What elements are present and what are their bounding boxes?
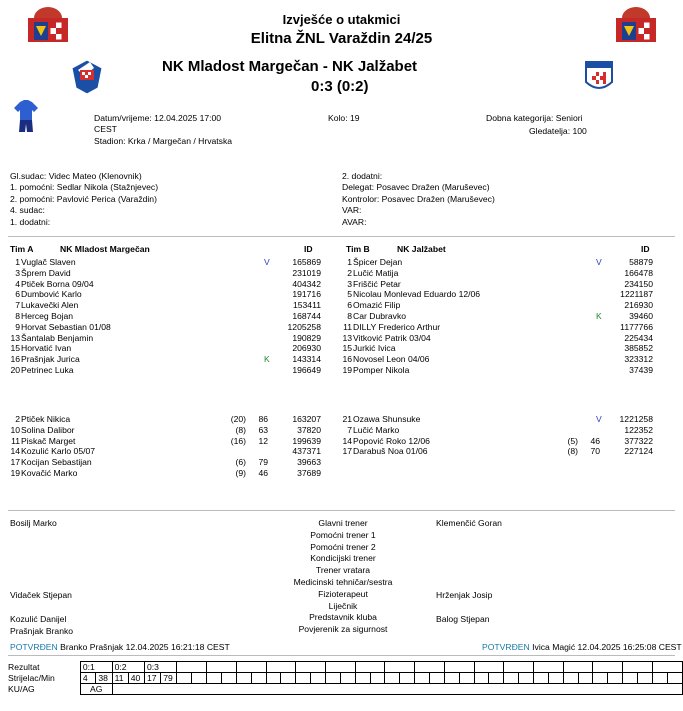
- player-row: [332, 322, 652, 333]
- empty-cell: [593, 673, 608, 684]
- team-a-id-header: ID: [304, 244, 313, 254]
- scorer-label: Strijelac/Min: [8, 673, 55, 683]
- empty-cell: [534, 662, 564, 673]
- player-number: 7: [347, 424, 352, 435]
- player-row: [332, 300, 652, 311]
- team-a-confirmation: [10, 642, 230, 652]
- player-id: 216930: [624, 300, 653, 311]
- player-name: Darabuš Noa 01/06: [353, 446, 428, 457]
- age-category: Dobna kategorija: Seniori: [486, 113, 583, 123]
- result-cell: 0:1: [80, 662, 112, 673]
- player-name: Pomper Nikola: [353, 365, 410, 375]
- sub-replaced: (6): [235, 457, 246, 468]
- officials-right: [342, 171, 495, 228]
- empty-cell: [207, 662, 237, 673]
- goalkeeper-mark: V: [596, 414, 602, 424]
- staff-role: Kondicijski trener: [310, 553, 376, 564]
- team-a-club-rep: Kozulić Danijel: [10, 614, 67, 624]
- player-number: 3: [15, 267, 20, 278]
- player-name: Omazić Filip: [353, 300, 401, 311]
- player-row: [332, 311, 652, 322]
- player-name: Lučić Matija: [353, 267, 399, 278]
- player-id: 166478: [624, 267, 653, 278]
- result-cell: 0:2: [112, 662, 144, 673]
- player-name: Horvat Sebastian 01/08: [21, 321, 111, 332]
- player-id: 385852: [624, 343, 653, 354]
- sub-minute: 46: [258, 468, 268, 478]
- sub-player-row: [332, 436, 652, 447]
- player-name: Horvatić Ivan: [21, 343, 72, 354]
- player-name: Lučić Marko: [353, 424, 400, 435]
- player-row: [0, 354, 320, 365]
- player-name: Špicer Dejan: [353, 257, 403, 267]
- sub-replaced: (16): [230, 435, 246, 446]
- divider: [8, 510, 675, 511]
- empty-cell: [652, 662, 682, 673]
- player-name: Vitković Patrik 03/04: [353, 332, 431, 343]
- empty-cell: [355, 662, 385, 673]
- empty-cell: [400, 673, 415, 684]
- player-id: 168744: [292, 311, 321, 321]
- scorer-cell: 40: [128, 673, 144, 684]
- goalkeeper-mark: V: [596, 257, 602, 267]
- player-id: 199639: [292, 435, 321, 446]
- sub-player-row: [0, 425, 320, 436]
- staff-role: Povjerenik za sigurnost: [298, 624, 388, 635]
- staff-role: Pomoćni trener 2: [310, 541, 376, 552]
- captain-mark: K: [596, 311, 602, 321]
- empty-cell: [340, 673, 355, 684]
- player-id: 234150: [624, 278, 653, 289]
- player-number: 7: [15, 300, 20, 311]
- scorer-cell: 11: [112, 673, 128, 684]
- empty-cell: [281, 673, 296, 684]
- empty-cell: [504, 662, 534, 673]
- result-label: Rezultat: [8, 662, 40, 672]
- official-row: 1. dodatni:: [10, 216, 51, 227]
- empty-cell: [563, 673, 578, 684]
- player-number: 14: [342, 435, 352, 446]
- ku-ag-label: KU/AG: [8, 684, 35, 694]
- sub-replaced: (20): [230, 414, 246, 424]
- empty-cell: [266, 662, 296, 673]
- empty-cell: [444, 673, 459, 684]
- empty-cell: [296, 662, 326, 673]
- player-id: 37689: [297, 468, 321, 478]
- player-number: 17: [10, 457, 20, 468]
- empty-cell: [474, 662, 504, 673]
- team-b-id-header: ID: [641, 244, 650, 254]
- player-number: 11: [343, 321, 352, 332]
- official-row: Kontrolor: Posavec Dražen (Maruševec): [342, 193, 495, 204]
- player-id: 1221258: [619, 414, 653, 424]
- player-name: Kocijan Sebastijan: [21, 457, 92, 468]
- player-id: 37820: [297, 424, 321, 435]
- empty-cell: [355, 673, 370, 684]
- confirmed-tag: POTVRĐEN: [482, 642, 530, 652]
- player-id: 196649: [292, 365, 321, 375]
- confirmation-text: Branko Prašnjak 12.04.2025 16:21:18 CEST: [60, 642, 230, 652]
- empty-cell: [326, 662, 356, 673]
- player-id: 165869: [292, 257, 321, 267]
- staff-roles: [250, 518, 436, 636]
- empty-cell: [385, 662, 415, 673]
- player-row: [332, 268, 652, 279]
- team-b-club-rep: Balog Stjepan: [436, 614, 490, 624]
- player-id: 39663: [297, 457, 321, 468]
- player-name: Friščić Petar: [353, 278, 401, 289]
- player-id: 225434: [624, 332, 653, 343]
- player-id: 437371: [292, 446, 321, 457]
- empty-cell: [489, 673, 504, 684]
- team-b-head-coach: Klemenčić Goran: [436, 518, 502, 528]
- player-name: Petrinec Luka: [21, 365, 74, 375]
- sub-minute: 79: [258, 457, 268, 468]
- player-number: 5: [347, 289, 352, 300]
- player-number: 14: [10, 446, 20, 457]
- scorer-cell: 17: [144, 673, 160, 684]
- player-id: 404342: [292, 278, 321, 289]
- player-name: Kozulić Karlo 05/07: [21, 446, 96, 457]
- sub-minute: 86: [258, 414, 268, 424]
- player-id: 143314: [292, 354, 321, 365]
- empty-cell: [370, 673, 385, 684]
- staff-role: Predstavnik kluba: [309, 612, 377, 623]
- player-name: Piskač Marget: [21, 435, 76, 446]
- player-number: 13: [10, 332, 20, 343]
- empty-cell: [415, 662, 445, 673]
- empty-cell: [578, 673, 593, 684]
- player-row: [0, 365, 320, 376]
- confirmed-tag: POTVRĐEN: [10, 642, 58, 652]
- team-b-label: Tim B: [346, 244, 370, 254]
- player-name: Herceg Bojan: [21, 311, 74, 321]
- ag-cell: AG: [80, 684, 112, 695]
- empty-cell: [623, 662, 653, 673]
- player-name: Novosel Leon 04/06: [353, 354, 430, 365]
- player-row: [0, 343, 320, 354]
- sub-minute: 63: [258, 424, 268, 435]
- player-number: 17: [342, 446, 352, 457]
- player-number: 9: [15, 321, 20, 332]
- empty-cell: [207, 673, 222, 684]
- player-number: 8: [347, 311, 352, 321]
- player-row: [0, 289, 320, 300]
- empty-cell: [415, 673, 430, 684]
- player-name: Šantalab Benjamin: [21, 332, 94, 343]
- scorer-cell: 38: [96, 673, 112, 684]
- player-id: 323312: [624, 354, 653, 365]
- empty-cell: [177, 662, 207, 673]
- empty-cell: [519, 673, 534, 684]
- official-row: 1. pomoćni: Sedlar Nikola (Stažnjevec): [10, 182, 159, 193]
- player-name: Dumbović Karlo: [21, 289, 82, 300]
- empty-cell: [504, 673, 519, 684]
- empty-cell: [236, 673, 251, 684]
- player-row: [332, 343, 652, 354]
- player-id: 37439: [629, 365, 653, 375]
- official-row: 2. pomoćni: Pavlović Perica (Varaždin): [10, 193, 157, 204]
- player-name: DILLY Frederico Arthur: [353, 321, 441, 332]
- official-row: 4. sudac:: [10, 205, 45, 216]
- match-title: NK Mladost Margečan - NK Jalžabet: [162, 58, 418, 75]
- divider: [8, 655, 675, 656]
- player-id: 122352: [624, 424, 653, 435]
- divider: [8, 236, 675, 237]
- match-datetime: Datum/vrijeme: 12.04.2025 17:00: [94, 113, 222, 123]
- empty-cell: [593, 662, 623, 673]
- player-id: 377322: [624, 435, 653, 446]
- player-number: 2: [347, 267, 352, 278]
- scorer-row: [8, 673, 683, 684]
- sub-player-row: [0, 446, 320, 457]
- sub-replaced: (8): [567, 446, 578, 457]
- empty-cell: [112, 684, 682, 695]
- player-name: Kovačić Marko: [21, 468, 78, 478]
- sub-minute: 12: [258, 435, 268, 446]
- match-result: 0:3 (0:2): [311, 78, 369, 95]
- score-table: [8, 661, 683, 695]
- match-round: Kolo: 19: [328, 113, 360, 123]
- match-stadium: Stadion: Krka / Margečan / Hrvatska: [94, 136, 233, 146]
- player-number: 3: [347, 278, 352, 289]
- empty-cell: [638, 673, 653, 684]
- player-row: [0, 322, 320, 333]
- empty-cell: [385, 673, 400, 684]
- competition-title: Elitna ŽNL Varaždin 24/25: [250, 30, 433, 47]
- sub-replaced: (8): [235, 424, 246, 435]
- team-b-physio: Hrženjak Josip: [436, 590, 493, 600]
- report-title: Izvješće o utakmici: [282, 12, 401, 27]
- player-name: Ptiček Borna 09/04: [21, 278, 94, 289]
- player-row: [0, 279, 320, 290]
- empty-cell: [459, 673, 474, 684]
- player-name: Solina Dalibor: [21, 424, 75, 435]
- player-number: 13: [342, 332, 352, 343]
- jersey-icon: [14, 100, 38, 134]
- team-b-confirmation: [482, 642, 682, 652]
- player-number: 10: [10, 424, 20, 435]
- player-number: 6: [347, 300, 352, 311]
- player-row: [0, 257, 320, 268]
- player-id: 1177766: [620, 321, 653, 332]
- player-number: 16: [342, 354, 352, 365]
- player-number: 1: [15, 257, 20, 267]
- player-number: 11: [11, 435, 20, 446]
- confirmation-text: Ivica Magić 12.04.2025 16:25:08 CEST: [532, 642, 682, 652]
- player-number: 8: [15, 311, 20, 321]
- player-id: 190829: [292, 332, 321, 343]
- empty-cell: [236, 662, 266, 673]
- player-id: 153411: [292, 300, 321, 311]
- player-name: Popović Roko 12/06: [353, 435, 430, 446]
- player-number: 6: [15, 289, 20, 300]
- club-a-crest-icon: [70, 58, 104, 96]
- player-number: 2: [15, 414, 20, 424]
- player-name: Car Dubravko: [353, 311, 407, 321]
- team-a-physio: Vidaček Stjepan: [10, 590, 72, 600]
- sub-player-row: [0, 468, 320, 479]
- ku-ag-row: [8, 684, 683, 695]
- sub-player-row: [332, 414, 652, 425]
- player-number: 4: [15, 278, 20, 289]
- player-row: [0, 300, 320, 311]
- empty-cell: [667, 673, 682, 684]
- goalkeeper-mark: V: [264, 257, 270, 267]
- player-id: 206930: [292, 343, 321, 354]
- player-row: [332, 333, 652, 344]
- empty-cell: [221, 673, 236, 684]
- player-name: Šprem David: [21, 267, 71, 278]
- player-row: [0, 268, 320, 279]
- sub-player-row: [332, 425, 652, 436]
- player-name: Vuglač Slaven: [21, 257, 76, 267]
- team-a-name: NK Mladost Margečan: [60, 244, 150, 254]
- scorer-cell: 79: [161, 673, 177, 684]
- official-row: 2. dodatni:: [342, 171, 383, 181]
- captain-mark: K: [264, 354, 270, 365]
- player-id: 191716: [292, 289, 321, 300]
- staff-role: Medicinski tehničar/sestra: [293, 576, 393, 587]
- team-a-head-coach: Bosilj Marko: [10, 518, 57, 528]
- empty-cell: [608, 673, 623, 684]
- empty-cell: [623, 673, 638, 684]
- empty-cell: [326, 673, 341, 684]
- player-id: 1205258: [287, 321, 321, 332]
- empty-cell: [652, 673, 667, 684]
- player-number: 19: [342, 365, 352, 375]
- staff-role: Liječnik: [328, 600, 358, 611]
- player-row: [332, 279, 652, 290]
- player-id: 1221187: [620, 289, 653, 300]
- official-row: AVAR:: [342, 216, 367, 227]
- player-id: 227124: [624, 446, 653, 457]
- player-number: 1: [347, 257, 352, 267]
- official-row: Gl.sudac: Videc Mateo (Klenovnik): [10, 171, 142, 181]
- scorer-cell: 4: [80, 673, 96, 684]
- player-id: 163207: [292, 414, 321, 424]
- player-number: 19: [10, 468, 20, 478]
- player-number: 21: [342, 414, 352, 424]
- player-name: Prašnjak Jurica: [21, 354, 80, 365]
- official-row: VAR:: [342, 205, 362, 216]
- empty-cell: [474, 673, 489, 684]
- empty-cell: [534, 673, 549, 684]
- player-row: [332, 365, 652, 376]
- team-a-security: Prašnjak Branko: [10, 626, 74, 636]
- staff-role: Glavni trener: [318, 518, 368, 528]
- player-number: 20: [10, 365, 20, 375]
- player-id: 231019: [292, 267, 321, 278]
- empty-cell: [251, 673, 266, 684]
- sub-replaced: (9): [235, 468, 246, 478]
- sub-player-row: [0, 457, 320, 468]
- player-row: [332, 354, 652, 365]
- player-name: Ptiček Nikica: [21, 414, 71, 424]
- sub-minute: 46: [590, 435, 600, 446]
- player-id: 39460: [629, 311, 653, 321]
- empty-cell: [444, 662, 474, 673]
- player-row: [332, 289, 652, 300]
- player-row: [0, 311, 320, 322]
- player-number: 15: [342, 343, 352, 354]
- player-name: Lukavečki Alen: [21, 300, 79, 311]
- empty-cell: [296, 673, 311, 684]
- player-name: Ozawa Shunsuke: [353, 414, 421, 424]
- empty-cell: [563, 662, 593, 673]
- player-name: Jurkić Ivica: [353, 343, 396, 354]
- officials-left: [10, 171, 158, 228]
- result-cell: 0:3: [144, 662, 176, 673]
- official-row: Delegat: Posavec Dražen (Maruševec): [342, 182, 490, 193]
- team-a-label: Tim A: [10, 244, 34, 254]
- sub-minute: 70: [590, 446, 600, 457]
- empty-cell: [266, 673, 281, 684]
- club-b-crest-icon: [584, 58, 614, 96]
- spectators-count: Gledatelja: 100: [529, 126, 587, 136]
- player-row: [0, 333, 320, 344]
- sub-replaced: (5): [567, 435, 578, 446]
- empty-cell: [311, 673, 326, 684]
- player-number: 15: [10, 343, 20, 354]
- empty-cell: [177, 673, 192, 684]
- team-b-name: NK Jalžabet: [397, 244, 446, 254]
- sub-player-row: [0, 436, 320, 447]
- staff-role: Pomoćni trener 1: [310, 529, 376, 540]
- empty-cell: [192, 673, 207, 684]
- match-timezone: CEST: [94, 124, 117, 134]
- player-id: 58879: [629, 257, 653, 267]
- sub-player-row: [332, 446, 652, 457]
- empty-cell: [430, 673, 445, 684]
- staff-role: Fizioterapeut: [318, 588, 368, 599]
- staff-role: Trener vratara: [315, 565, 371, 576]
- result-row: [8, 662, 683, 673]
- player-number: 16: [10, 354, 20, 365]
- player-row: [332, 257, 652, 268]
- player-name: Nicolau Monlevad Eduardo 12/06: [353, 289, 481, 300]
- sub-player-row: [0, 414, 320, 425]
- empty-cell: [548, 673, 563, 684]
